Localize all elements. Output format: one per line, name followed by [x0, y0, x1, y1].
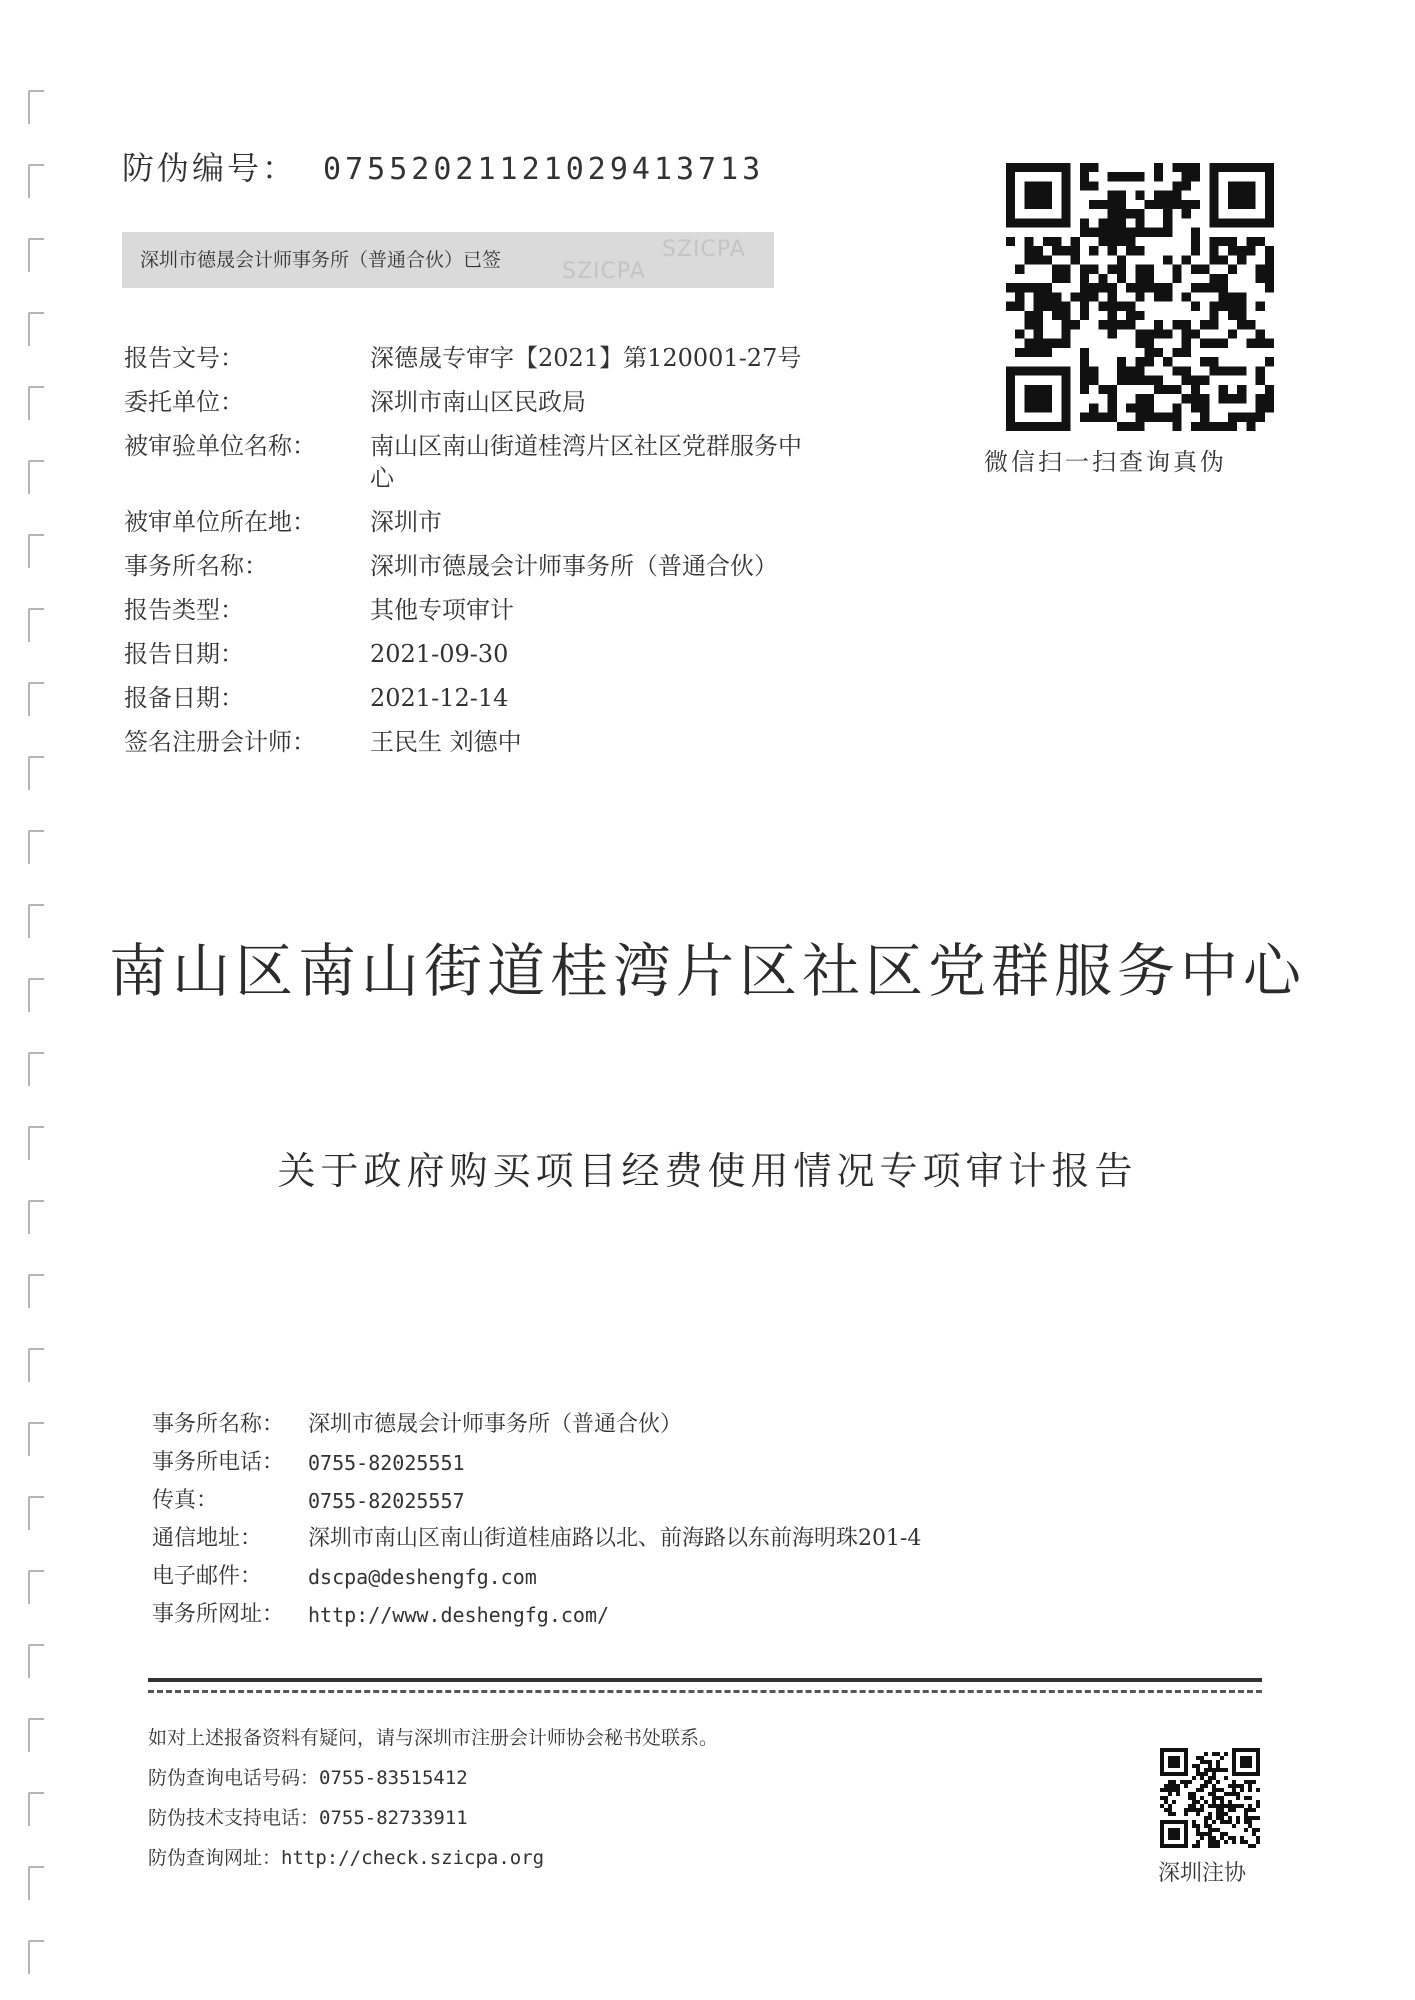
watermark-text: SZICPA: [662, 237, 746, 262]
info-row-cpa: [124, 720, 844, 764]
footer-tech-phone: 0755-82733911: [319, 1807, 468, 1829]
binding-hole: [28, 1052, 44, 1086]
info-value: 王民生 刘德中: [370, 728, 522, 756]
binding-holes: [28, 90, 48, 1990]
firm-row-email: [152, 1558, 1252, 1596]
binding-hole: [28, 830, 44, 864]
info-label: 事务所名称：: [124, 552, 268, 580]
firm-label: 通信地址：: [152, 1526, 263, 1551]
firm-email-link[interactable]: dscpa@deshengfg.com: [308, 1565, 537, 1589]
info-row-firm-name: [124, 544, 844, 588]
watermark-text: SZICPA: [562, 259, 646, 284]
binding-hole: [28, 1348, 44, 1382]
footer-label: 防伪查询网址：: [148, 1847, 282, 1869]
info-row-location: [124, 500, 844, 544]
info-value: 其他专项审计: [370, 596, 514, 624]
footer-phone-line: [148, 1758, 1048, 1798]
binding-hole: [28, 608, 44, 642]
binding-hole: [28, 1126, 44, 1160]
binding-hole: [28, 978, 44, 1012]
firm-label: 传真：: [152, 1488, 219, 1513]
info-label: 委托单位：: [124, 388, 244, 416]
info-value: 2021-12-14: [370, 684, 509, 712]
binding-hole: [28, 1422, 44, 1456]
firm-website-link[interactable]: http://www.deshengfg.com/: [308, 1603, 610, 1627]
firm-contact-list: [152, 1406, 1252, 1634]
binding-hole: [28, 1718, 44, 1752]
firm-label: 事务所名称：: [152, 1412, 285, 1437]
anti-counterfeit-line: [122, 143, 764, 189]
report-title: 南山区南山街道桂湾片区社区党群服务中心: [108, 937, 1306, 1005]
binding-hole: [28, 1274, 44, 1308]
firm-row-address: [152, 1520, 1252, 1558]
firm-value: 深圳市德晟会计师事务所（普通合伙）: [308, 1412, 683, 1437]
firm-label: 事务所网址：: [152, 1602, 285, 1627]
qr-caption: 微信扫一扫查询真伪: [984, 448, 1227, 476]
binding-hole: [28, 238, 44, 272]
footer-label: 防伪查询电话号码：: [148, 1767, 320, 1789]
binding-hole: [28, 756, 44, 790]
report-info-list: [124, 336, 844, 764]
firm-value: 0755-82025551: [308, 1451, 465, 1475]
footer-site-link[interactable]: http://check.szicpa.org: [281, 1847, 545, 1869]
binding-hole: [28, 164, 44, 198]
binding-hole: [28, 312, 44, 346]
footer-tech-line: [148, 1798, 1048, 1838]
anti-counterfeit-label: 防伪编号：: [122, 149, 298, 187]
firm-row-website: [152, 1596, 1252, 1634]
info-value: 深圳市南山区民政局: [370, 388, 586, 416]
firm-label: 事务所电话：: [152, 1450, 285, 1475]
report-subtitle: 关于政府购买项目经费使用情况专项审计报告: [277, 1149, 1138, 1193]
divider-dashed: [148, 1690, 1262, 1693]
binding-hole: [28, 1644, 44, 1678]
binding-hole: [28, 460, 44, 494]
info-label: 报告日期：: [124, 640, 244, 668]
verification-footer: [148, 1718, 1048, 1878]
info-row-client: [124, 380, 844, 424]
anti-counterfeit-number: 07552021121029413713: [323, 152, 765, 187]
info-row-filing-date: [124, 676, 844, 720]
info-label: 被审单位所在地：: [124, 508, 316, 536]
binding-hole: [28, 386, 44, 420]
binding-hole: [28, 534, 44, 568]
footer-site-line: [148, 1838, 1048, 1878]
info-value: 深德晟专审字【2021】第120001-27号: [370, 344, 802, 372]
firm-label: 电子邮件：: [152, 1564, 263, 1589]
info-value: 南山区南山街道桂湾片区社区党群服务中心: [370, 432, 802, 492]
info-label: 报告文号：: [124, 344, 244, 372]
firm-value: 深圳市南山区南山街道桂庙路以北、前海路以东前海明珠201-4: [308, 1526, 922, 1551]
binding-hole: [28, 1866, 44, 1900]
firm-value: 0755-82025557: [308, 1489, 465, 1513]
info-value: 深圳市德晟会计师事务所（普通合伙）: [370, 552, 778, 580]
binding-hole: [28, 904, 44, 938]
info-row-report-date: [124, 632, 844, 676]
binding-hole: [28, 90, 44, 124]
firm-row-phone: [152, 1444, 1252, 1482]
firm-row-name: [152, 1406, 1252, 1444]
footer-phone: 0755-83515412: [319, 1767, 468, 1789]
divider-solid: [148, 1678, 1262, 1682]
binding-hole: [28, 1792, 44, 1826]
binding-hole: [28, 1570, 44, 1604]
firm-row-fax: [152, 1482, 1252, 1520]
info-label: 报告类型：: [124, 596, 244, 624]
signed-status-text: 深圳市德晟会计师事务所（普通合伙）已签: [140, 249, 502, 271]
info-label: 签名注册会计师：: [124, 728, 316, 756]
info-row-report-no: [124, 336, 844, 380]
binding-hole: [28, 1496, 44, 1530]
footer-label: 防伪技术支持电话：: [148, 1807, 320, 1829]
info-row-report-type: [124, 588, 844, 632]
footer-notice: 如对上述报备资料有疑问，请与深圳市注册会计师协会秘书处联系。: [148, 1727, 719, 1749]
binding-hole: [28, 1940, 44, 1974]
signed-status-bar: [122, 232, 774, 288]
info-label: 被审验单位名称：: [124, 432, 316, 460]
info-value: 2021-09-30: [370, 640, 509, 668]
binding-hole: [28, 682, 44, 716]
qr-small-caption: 深圳注协: [1158, 1861, 1247, 1886]
info-label: 报备日期：: [124, 684, 244, 712]
info-row-audited-entity: [124, 424, 844, 500]
qr-code-icon[interactable]: [1006, 163, 1274, 431]
info-value: 深圳市: [370, 508, 442, 536]
qr-code-icon[interactable]: [1160, 1748, 1260, 1848]
binding-hole: [28, 1200, 44, 1234]
